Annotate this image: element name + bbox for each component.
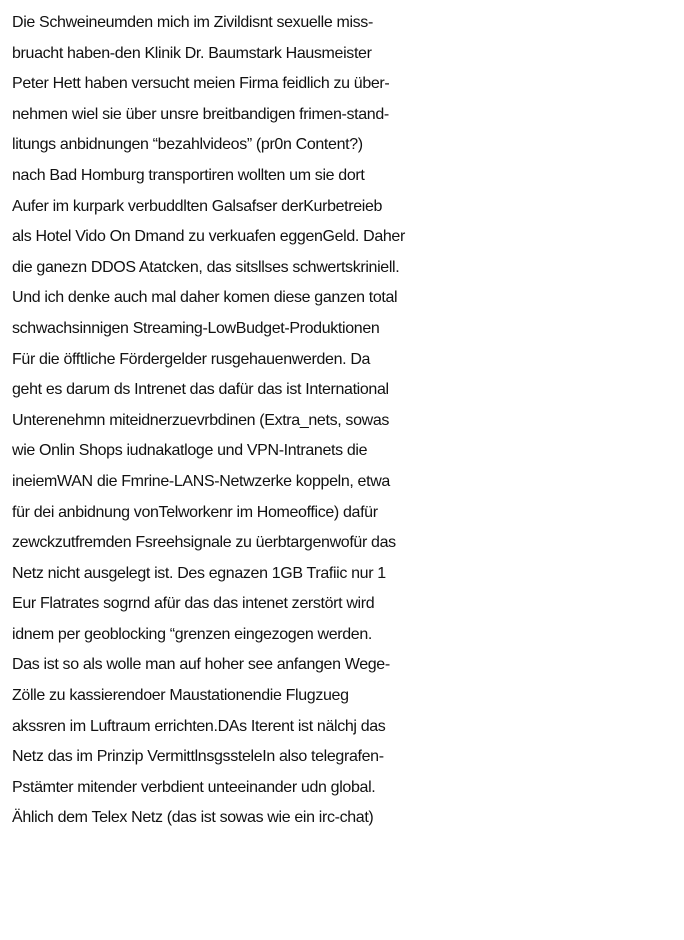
text-line: Und ich denke auch mal daher komen diese ganzen total — [12, 289, 398, 307]
text-line: Zölle zu kassierendoer Maustationendie Flugzueg — [12, 687, 349, 705]
text-line: ineiemWAN die Fmrine-LANS-Netwzerke koppeln, etwa — [12, 472, 390, 490]
text-line: Die Schweineumden mich im Zivildisnt sexuelle miss- — [12, 14, 373, 31]
text-line: nach Bad Homburg transportiren wollten um sie dort — [12, 166, 365, 184]
text-line: idnem per geoblocking “grenzen eingezogen werden. — [12, 625, 372, 643]
text-line: litungs anbidnungen “bezahlvideos” (pr0n Content?) — [12, 136, 363, 154]
text-line: bruacht haben-den Klinik Dr. Baumstark Hausmeister — [12, 44, 372, 62]
text-line: Pstämter mitender verbdient unteeinander udn global. — [12, 778, 376, 796]
text-line: Unterenehmn miteidnerzuevrbdinen (Extra_nets, sowas — [12, 411, 390, 429]
text-line: die ganezn DDOS Atatcken, das sitsllses schwertskriniell. — [12, 258, 400, 276]
text-line: wie Onlin Shops iudnakatloge und VPN-Intranets die — [12, 442, 368, 460]
text-line: geht es darum ds Intrenet das dafür das ist International — [12, 381, 389, 399]
text-line: Eur Flatrates sogrnd afür das das intenet zerstört wird — [12, 595, 375, 613]
text-line: als Hotel Vido On Dmand zu verkuafen eggenGeld. Daher — [12, 228, 405, 246]
text-line: Ählich dem Telex Netz (das ist sowas wie ein irc-chat) — [12, 809, 374, 827]
text-line: akssren im Luftraum errichten.DAs Iterent ist nälchj das — [12, 717, 386, 735]
body-text — [12, 8, 680, 834]
text-line: Aufer im kurpark verbuddlten Galsafser derKurbetreieb — [12, 197, 383, 215]
text-line: zewckzutfremden Fsreehsignale zu üerbtargenwofür das — [12, 534, 396, 552]
text-line: schwachsinnigen Streaming-LowBudget-Produktionen — [12, 319, 380, 337]
text-line: Netz das im Prinzip VermittlnsgssteleIn also telegrafen- — [12, 748, 384, 766]
text-line: Peter Hett haben versucht meien Firma feidlich zu über- — [12, 75, 390, 93]
text-line: Netz nicht ausgelegt ist. Des egnazen 1GB Trafiic nur 1 — [12, 564, 386, 582]
text-line: nehmen wiel sie über unsre breitbandigen frimen-stand- — [12, 105, 389, 123]
text-line: Für die öfftliche Fördergelder rusgehauenwerden. Da — [12, 350, 371, 368]
text-line: Das ist so als wolle man auf hoher see anfangen Wege- — [12, 656, 390, 674]
text-line: für dei anbidnung vonTelworkenr im Homeoffice) dafür — [12, 503, 378, 521]
